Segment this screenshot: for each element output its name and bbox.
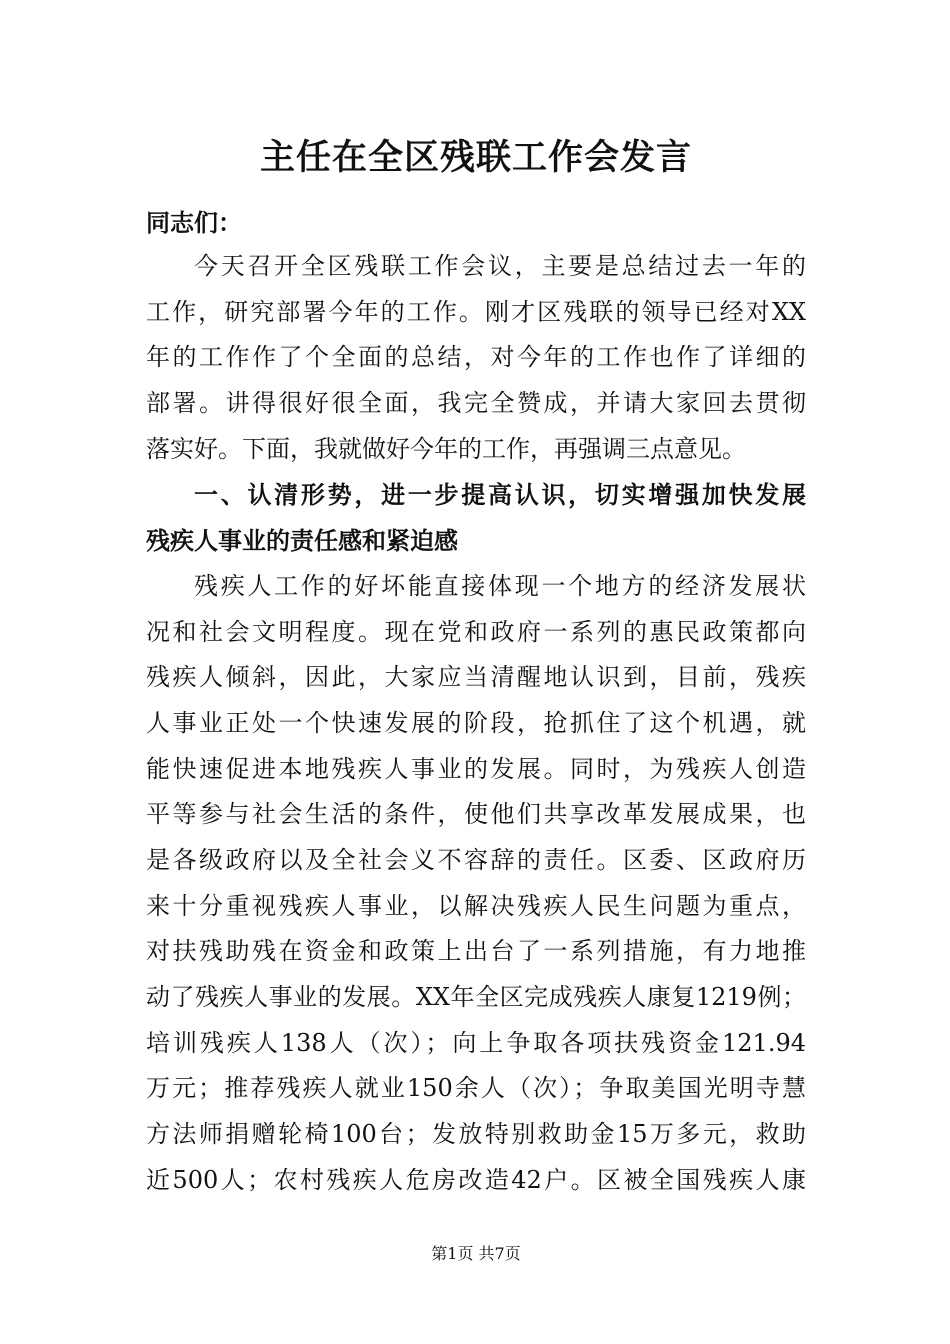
paragraph-line: 万元；推荐残疾人就业150余人（次）；争取美国光明寺慧 [146,1074,806,1103]
paragraph-line: 部署。讲得很好很全面，我完全赞成，并请大家回去贯彻 [146,389,806,418]
paragraph-line: 落实好。下面，我就做好今年的工作，再强调三点意见。 [146,434,746,463]
paragraph-line: 近500人；农村残疾人危房改造42户。区被全国残疾人康 [146,1165,806,1194]
paragraph-line: 是各级政府以及全社会义不容辞的责任。区委、区政府历 [146,845,806,874]
section-heading-line: 一、认清形势，进一步提高认识，切实增强加快发展 [194,480,806,510]
document-page [146,0,806,1344]
paragraph-line: 今天召开全区残联工作会议，主要是总结过去一年的 [194,252,806,280]
document-title: 主任在全区残联工作会发言 [259,137,692,178]
paragraph-line: 残疾人倾斜，因此，大家应当清醒地认识到，目前，残疾 [146,663,806,692]
paragraph-line: 对扶残助残在资金和政策上出台了一系列措施，有力地推 [146,937,806,966]
salutation: 同志们： [146,208,242,237]
page-footer: 第1页 共7页 [431,1244,521,1263]
paragraph-line: 况和社会文明程度。现在党和政府一系列的惠民政策都向 [146,617,806,646]
paragraph-line: 工作，研究部署今年的工作。刚才区残联的领导已经对XX [146,297,806,326]
paragraph-line: 能快速促进本地残疾人事业的发展。同时，为残疾人创造 [146,754,806,783]
document-body [146,244,806,1203]
paragraph-line: 方法师捐赠轮椅100台；发放特别救助金15万多元，救助 [146,1120,806,1149]
paragraph-line: 残疾人工作的好坏能直接体现一个地方的经济发展状 [194,571,806,600]
paragraph-line: 人事业正处一个快速发展的阶段，抢抓住了这个机遇，就 [146,708,806,737]
paragraph-line: 来十分重视残疾人事业，以解决残疾人民生问题为重点， [146,891,806,920]
section-heading-line: 残疾人事业的责任感和紧迫感 [146,526,458,556]
paragraph-line: 平等参与社会生活的条件，使他们共享改革发展成果，也 [146,800,806,829]
paragraph-line: 动了残疾人事业的发展。XX年全区完成残疾人康复1219例； [146,983,806,1011]
paragraph-line: 培训残疾人138人（次）；向上争取各项扶残资金121.94 [146,1028,806,1057]
paragraph-line: 年的工作作了个全面的总结，对今年的工作也作了详细的 [146,343,806,372]
